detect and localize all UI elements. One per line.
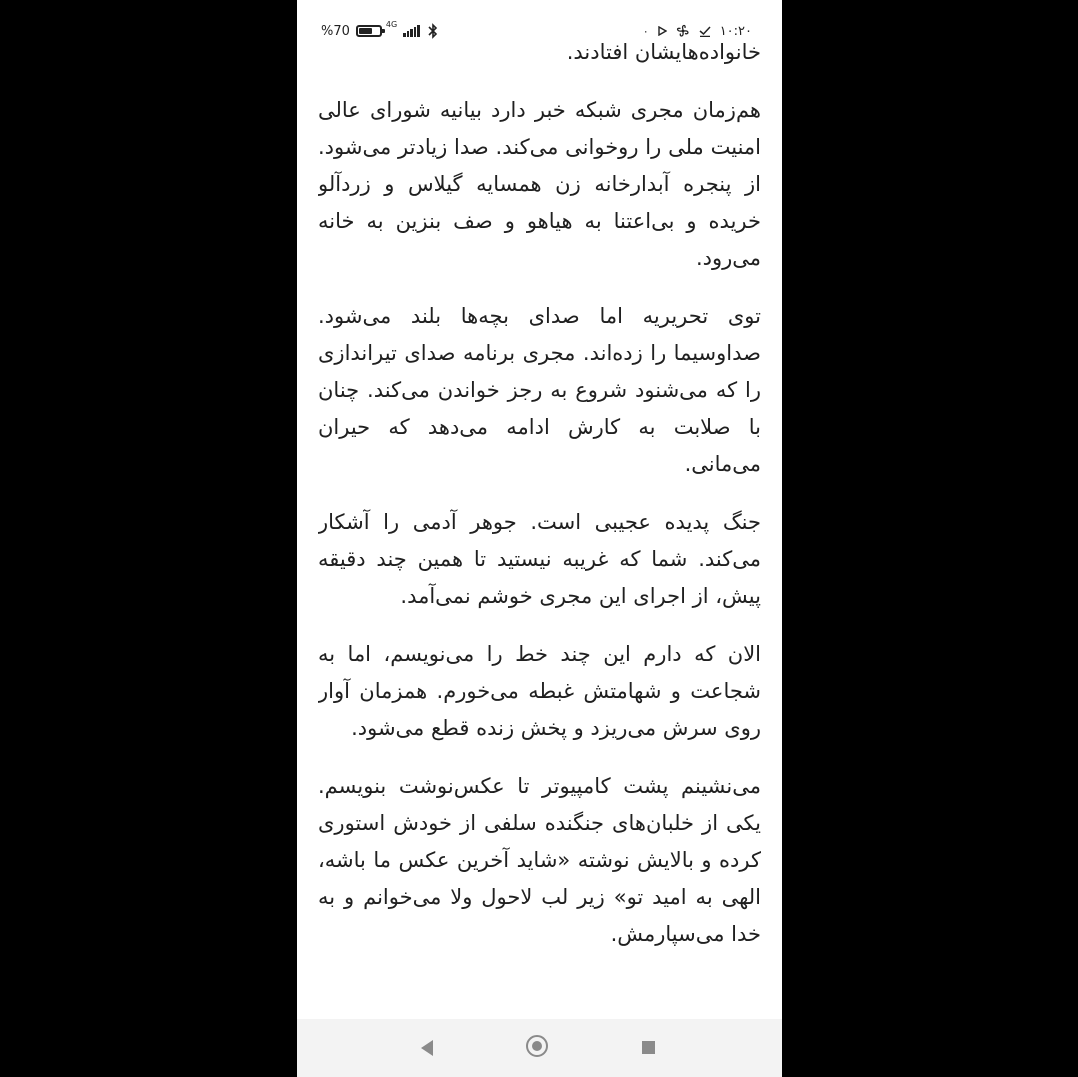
status-dot: ۰	[642, 24, 649, 38]
article-body[interactable]	[318, 34, 761, 1019]
paragraph-1: هم‌زمان مجری شبکه خبر دارد بیانیه شورای عالی امنیت ملی را روخوانی می‌کند. صدا زیادتر می‌شود. از پنجره آبدارخانه زن همسایه گیلاس و زردآلو خریده و بی‌اعتنا به هیاهو و صف بنزین به خانه می‌رود.	[318, 98, 761, 270]
paragraph-3: جنگ پدیده عجیبی است. جوهر آدمی را آشکار می‌کند. شما که غریبه نیستید تا همین چند دقیقه پیش، از اجرای این مجری خوشم نمی‌آمد.	[318, 510, 761, 608]
home-icon[interactable]	[526, 1035, 548, 1057]
paragraph-5: می‌نشینم پشت کامپیوتر تا عکس‌نوشت بنویسم. یکی از خلبان‌های جنگنده سلفی از خودش استوری کرده و بالایش نوشته «شاید آخرین عکس ما باشه، الهی به امید تو» زیر لب لاحول ولا می‌خوانم و به خدا می‌سپارمش.	[318, 774, 761, 946]
phone-screen	[297, 0, 782, 1077]
clock: ۱۰:۲۰	[719, 23, 752, 39]
recents-icon[interactable]	[642, 1041, 655, 1054]
status-bar	[297, 18, 782, 44]
paragraph-4: الان که دارم این چند خط را می‌نویسم، اما به شجاعت و شهامتش غبطه می‌خورم. همزمان آوار روی سرش می‌ریزد و پخش زنده قطع می‌شود.	[318, 642, 761, 740]
status-right	[643, 24, 752, 39]
paragraph-2: توی تحریریه اما صدای بچه‌ها بلند می‌شود. صداوسیما را زده‌اند. مجری برنامه صدای تیراندازی را که می‌شنود شروع به رجز خواندن می‌کند. چنان با صلابت به کارش ادامه می‌دهد که حیران می‌مانی.	[318, 304, 761, 476]
bluetooth-icon	[428, 23, 438, 39]
battery-level	[359, 28, 372, 34]
fan-icon	[676, 24, 690, 38]
paragraph-0: خانواده‌هایشان افتادند.	[566, 40, 761, 64]
signal-icon	[403, 25, 420, 37]
battery-icon	[356, 25, 382, 37]
play-icon	[658, 26, 667, 36]
network-type: 4G	[385, 20, 398, 29]
navigation-bar	[297, 1019, 782, 1077]
download-done-icon	[699, 25, 711, 37]
status-left	[321, 20, 438, 39]
back-icon[interactable]	[419, 1039, 435, 1057]
battery-percent: %70	[321, 23, 350, 39]
